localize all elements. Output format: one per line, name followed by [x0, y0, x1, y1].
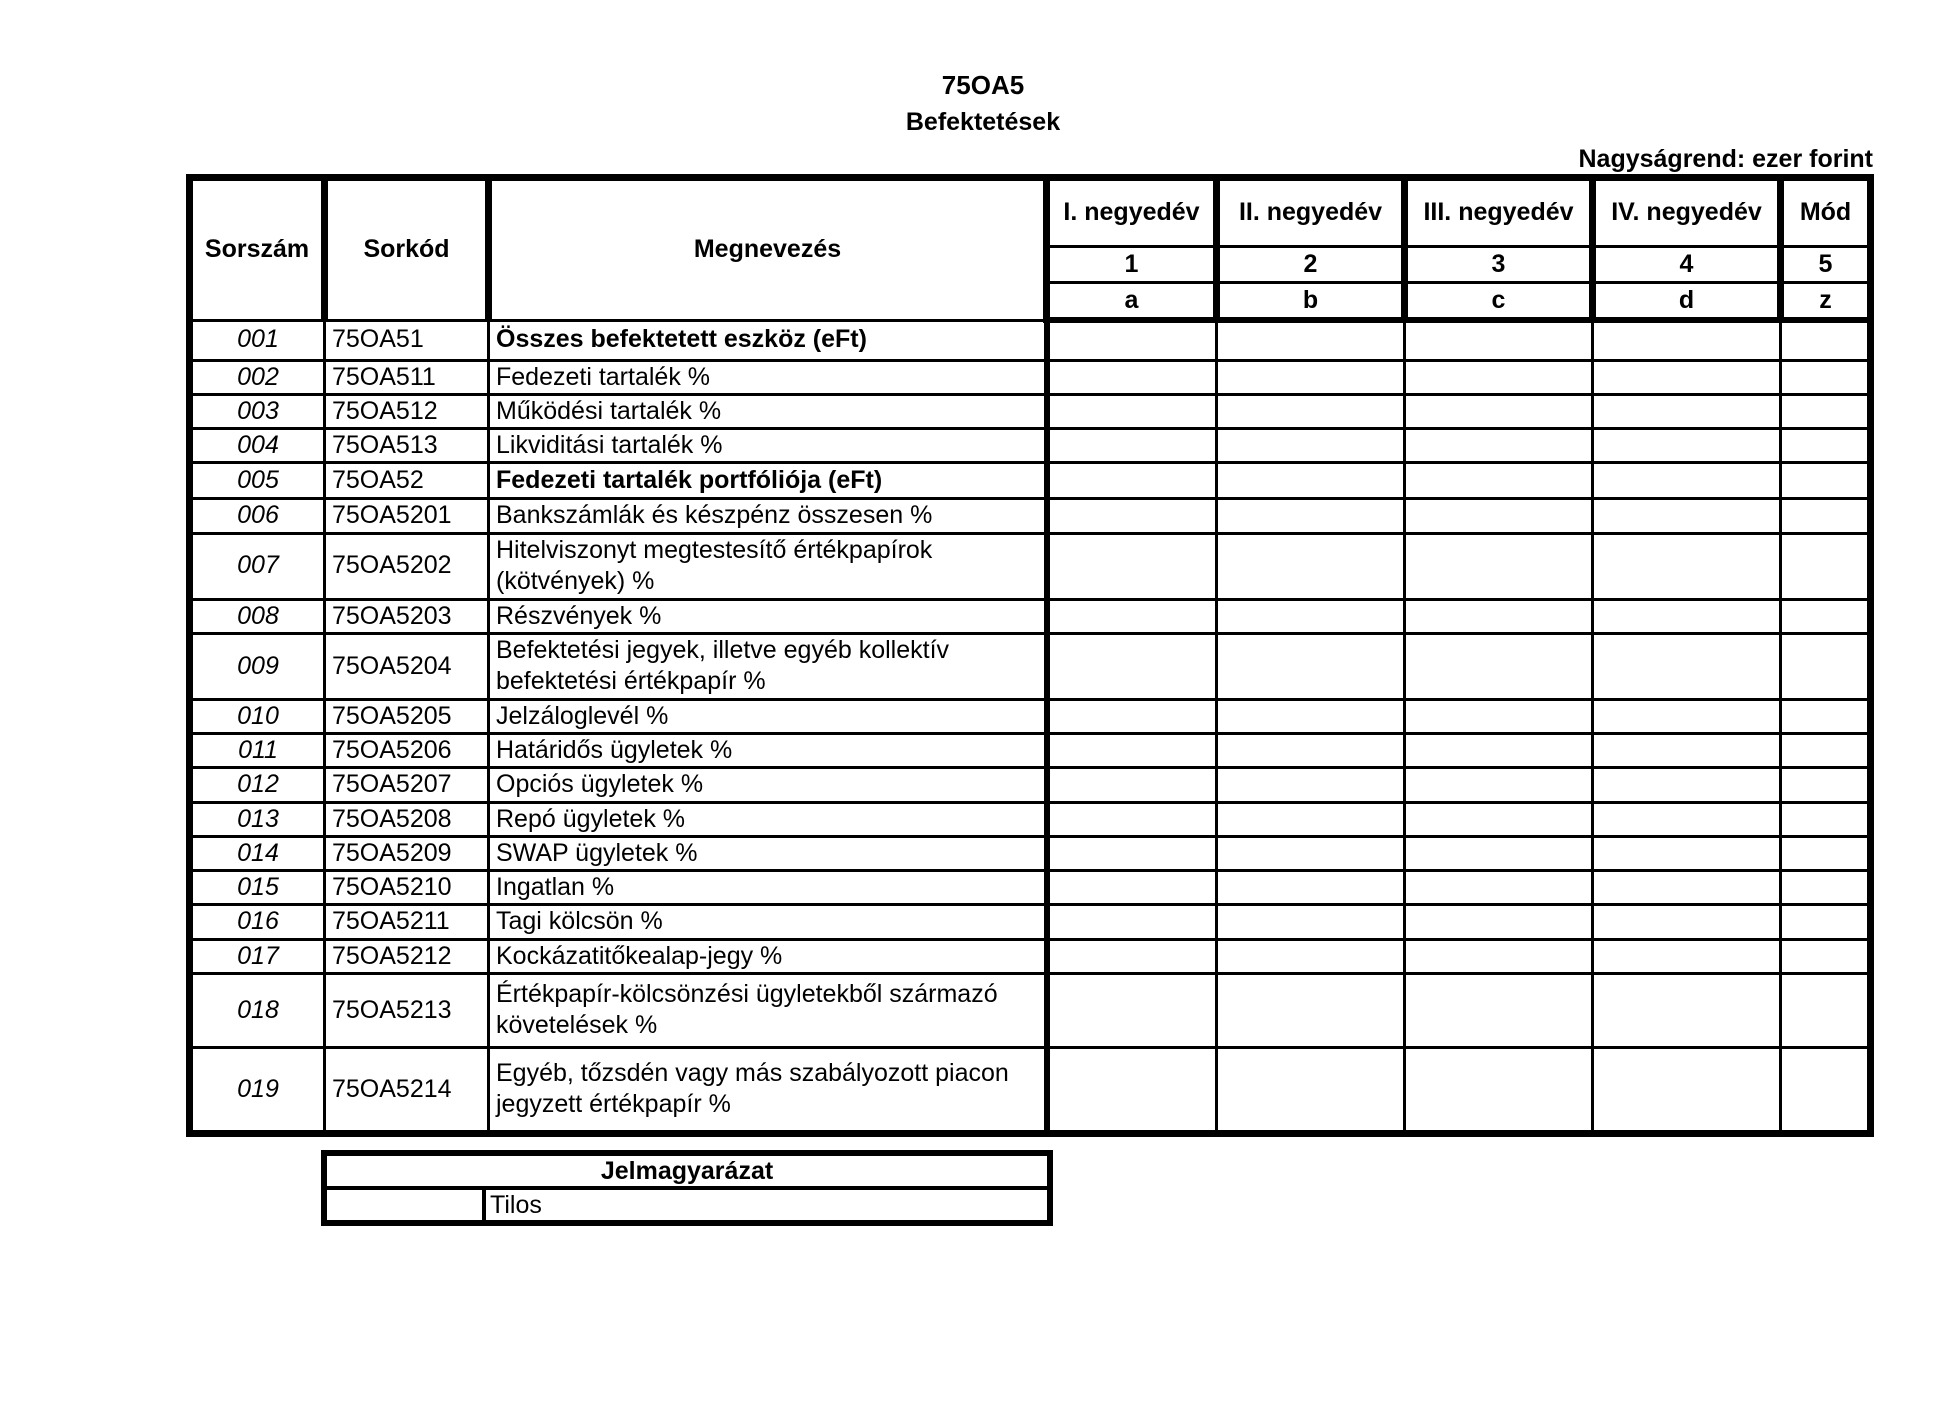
row-value-q2[interactable]: [1217, 905, 1405, 939]
row-seq: 014: [190, 836, 325, 870]
row-value-q3[interactable]: [1405, 699, 1593, 733]
row-code: 75OA513: [325, 429, 489, 463]
row-name: Kockázatitőkealap-jegy %: [489, 939, 1047, 973]
row-name: Összes befektetett eszköz (eFt): [489, 320, 1047, 360]
row-value-q1[interactable]: [1047, 463, 1217, 499]
legend-label: Tilos: [484, 1188, 1050, 1223]
table-row: [190, 394, 1871, 428]
row-value-mod[interactable]: [1781, 734, 1871, 768]
row-value-q1[interactable]: [1047, 973, 1217, 1047]
row-seq: 009: [190, 633, 325, 699]
row-code: 75OA5202: [325, 533, 489, 599]
row-code: 75OA5203: [325, 599, 489, 633]
row-value-q1[interactable]: [1047, 533, 1217, 599]
row-seq: 005: [190, 463, 325, 499]
column-letter-cell: c: [1405, 283, 1593, 321]
row-value-q2[interactable]: [1217, 394, 1405, 428]
row-value-q4[interactable]: [1593, 633, 1781, 699]
table-row: [190, 871, 1871, 905]
row-code: 75OA5207: [325, 768, 489, 802]
row-name: Hitelviszonyt megtestesítő értékpapírok (kötvények) %: [489, 533, 1047, 599]
row-value-mod[interactable]: [1781, 463, 1871, 499]
table-row: [190, 973, 1871, 1047]
row-name: Fedezeti tartalék %: [489, 360, 1047, 394]
row-name: Likviditási tartalék %: [489, 429, 1047, 463]
row-code: 75OA511: [325, 360, 489, 394]
row-value-q4[interactable]: [1593, 320, 1781, 360]
row-value-q4[interactable]: [1593, 699, 1781, 733]
row-value-mod[interactable]: [1781, 802, 1871, 836]
row-value-q1[interactable]: [1047, 802, 1217, 836]
row-code: 75OA5209: [325, 836, 489, 870]
table-row: [190, 734, 1871, 768]
table-row: [190, 633, 1871, 699]
row-value-mod[interactable]: [1781, 320, 1871, 360]
row-name: Működési tartalék %: [489, 394, 1047, 428]
row-name: Ingatlan %: [489, 871, 1047, 905]
row-value-q4[interactable]: [1593, 499, 1781, 533]
row-name: Fedezeti tartalék portfóliója (eFt): [489, 463, 1047, 499]
row-value-mod[interactable]: [1781, 499, 1871, 533]
row-seq: 018: [190, 973, 325, 1047]
row-code: 75OA5201: [325, 499, 489, 533]
row-name: Értékpapír-kölcsönzési ügyletekből származó követelések %: [489, 973, 1047, 1047]
row-code: 75OA51: [325, 320, 489, 360]
row-value-q3[interactable]: [1405, 1047, 1593, 1133]
row-value-q4[interactable]: [1593, 1047, 1781, 1133]
row-value-q1[interactable]: [1047, 905, 1217, 939]
row-seq: 017: [190, 939, 325, 973]
row-value-q2[interactable]: [1217, 499, 1405, 533]
row-value-q3[interactable]: [1405, 905, 1593, 939]
table-row: [190, 802, 1871, 836]
row-value-q1[interactable]: [1047, 734, 1217, 768]
row-value-q1[interactable]: [1047, 320, 1217, 360]
row-name: Tagi kölcsön %: [489, 905, 1047, 939]
row-name: Opciós ügyletek %: [489, 768, 1047, 802]
row-code: 75OA512: [325, 394, 489, 428]
row-seq: 004: [190, 429, 325, 463]
row-value-q2[interactable]: [1217, 836, 1405, 870]
row-code: 75OA5210: [325, 871, 489, 905]
column-letter-cell: z: [1781, 283, 1871, 321]
table-row: [190, 463, 1871, 499]
header-name: Megnevezés: [489, 178, 1047, 321]
row-value-q2[interactable]: [1217, 734, 1405, 768]
table-row: [190, 905, 1871, 939]
row-value-q3[interactable]: [1405, 836, 1593, 870]
row-name: Jelzáloglevél %: [489, 699, 1047, 733]
row-value-mod[interactable]: [1781, 973, 1871, 1047]
row-name: Részvények %: [489, 599, 1047, 633]
row-seq: 001: [190, 320, 325, 360]
row-value-mod[interactable]: [1781, 871, 1871, 905]
row-value-q3[interactable]: [1405, 463, 1593, 499]
row-name: Egyéb, tőzsdén vagy más szabályozott piacon jegyzett értékpapír %: [489, 1047, 1047, 1133]
row-value-q2[interactable]: [1217, 463, 1405, 499]
row-value-q3[interactable]: [1405, 871, 1593, 905]
row-value-q3[interactable]: [1405, 633, 1593, 699]
row-value-mod[interactable]: [1781, 599, 1871, 633]
row-value-q2[interactable]: [1217, 802, 1405, 836]
legend-title: Jelmagyarázat: [324, 1153, 1050, 1188]
table-row: [190, 1047, 1871, 1133]
row-value-mod[interactable]: [1781, 836, 1871, 870]
row-value-q2[interactable]: [1217, 973, 1405, 1047]
row-code: 75OA5204: [325, 633, 489, 699]
row-seq: 012: [190, 768, 325, 802]
row-seq: 016: [190, 905, 325, 939]
row-value-mod[interactable]: [1781, 633, 1871, 699]
row-seq: 010: [190, 699, 325, 733]
table-row: [190, 320, 1871, 360]
row-value-mod[interactable]: [1781, 394, 1871, 428]
row-value-q2[interactable]: [1217, 599, 1405, 633]
legend-swatch: [324, 1188, 484, 1223]
row-value-q3[interactable]: [1405, 734, 1593, 768]
header-q3: III. negyedév: [1405, 178, 1593, 247]
row-value-q4[interactable]: [1593, 463, 1781, 499]
row-value-q4[interactable]: [1593, 939, 1781, 973]
row-value-q1[interactable]: [1047, 599, 1217, 633]
row-value-q3[interactable]: [1405, 533, 1593, 599]
row-value-q4[interactable]: [1593, 734, 1781, 768]
row-value-q2[interactable]: [1217, 533, 1405, 599]
column-letter-cell: b: [1217, 283, 1405, 321]
legend-item: [324, 1188, 1050, 1223]
row-value-q3[interactable]: [1405, 429, 1593, 463]
form-code: 75OA5: [941, 70, 1025, 100]
column-letter-cell: d: [1593, 283, 1781, 321]
table-row: [190, 768, 1871, 802]
row-value-q2[interactable]: [1217, 360, 1405, 394]
column-number-cell: 1: [1047, 247, 1217, 283]
row-value-q2[interactable]: [1217, 871, 1405, 905]
row-value-q3[interactable]: [1405, 360, 1593, 394]
row-name: Repó ügyletek %: [489, 802, 1047, 836]
row-value-q3[interactable]: [1405, 939, 1593, 973]
row-value-mod[interactable]: [1781, 939, 1871, 973]
row-name: Bankszámlák és készpénz összesen %: [489, 499, 1047, 533]
table-row: [190, 699, 1871, 733]
row-seq: 008: [190, 599, 325, 633]
row-value-q1[interactable]: [1047, 768, 1217, 802]
header-q2: II. negyedév: [1217, 178, 1405, 247]
row-value-q3[interactable]: [1405, 768, 1593, 802]
row-value-q4[interactable]: [1593, 905, 1781, 939]
header-q4: IV. negyedév: [1593, 178, 1781, 247]
row-seq: 003: [190, 394, 325, 428]
row-value-mod[interactable]: [1781, 1047, 1871, 1133]
row-value-q4[interactable]: [1593, 394, 1781, 428]
row-value-q4[interactable]: [1593, 973, 1781, 1047]
row-value-q3[interactable]: [1405, 973, 1593, 1047]
row-value-q2[interactable]: [1217, 939, 1405, 973]
row-value-q1[interactable]: [1047, 394, 1217, 428]
row-value-q4[interactable]: [1593, 533, 1781, 599]
row-value-q2[interactable]: [1217, 768, 1405, 802]
table-row: [190, 836, 1871, 870]
row-seq: 006: [190, 499, 325, 533]
row-value-q3[interactable]: [1405, 499, 1593, 533]
row-value-q4[interactable]: [1593, 429, 1781, 463]
row-name: Határidős ügyletek %: [489, 734, 1047, 768]
row-value-q1[interactable]: [1047, 836, 1217, 870]
unit-note: Nagyságrend: ezer forint: [1578, 145, 1873, 173]
row-code: 75OA5206: [325, 734, 489, 768]
row-code: 75OA5205: [325, 699, 489, 733]
column-letter-cell: a: [1047, 283, 1217, 321]
row-value-q3[interactable]: [1405, 802, 1593, 836]
row-value-q4[interactable]: [1593, 802, 1781, 836]
row-value-q1[interactable]: [1047, 360, 1217, 394]
row-value-q3[interactable]: [1405, 394, 1593, 428]
row-value-q4[interactable]: [1593, 360, 1781, 394]
row-value-q1[interactable]: [1047, 871, 1217, 905]
row-value-mod[interactable]: [1781, 360, 1871, 394]
row-code: 75OA5213: [325, 973, 489, 1047]
row-value-q1[interactable]: [1047, 1047, 1217, 1133]
row-value-mod[interactable]: [1781, 768, 1871, 802]
table-row: [190, 429, 1871, 463]
column-number-cell: 5: [1781, 247, 1871, 283]
row-value-q1[interactable]: [1047, 429, 1217, 463]
row-value-q1[interactable]: [1047, 939, 1217, 973]
investments-table: [186, 174, 1874, 1137]
row-value-mod[interactable]: [1781, 429, 1871, 463]
row-seq: 015: [190, 871, 325, 905]
header-code: Sorkód: [325, 178, 489, 321]
row-value-q2[interactable]: [1217, 429, 1405, 463]
row-code: 75OA5208: [325, 802, 489, 836]
row-code: 75OA52: [325, 463, 489, 499]
row-value-q1[interactable]: [1047, 633, 1217, 699]
table-row: [190, 599, 1871, 633]
row-value-q4[interactable]: [1593, 768, 1781, 802]
table-row: [190, 360, 1871, 394]
row-value-q1[interactable]: [1047, 699, 1217, 733]
row-value-mod[interactable]: [1781, 699, 1871, 733]
row-value-q3[interactable]: [1405, 599, 1593, 633]
row-value-mod[interactable]: [1781, 905, 1871, 939]
table-row: [190, 533, 1871, 599]
row-value-q3[interactable]: [1405, 320, 1593, 360]
row-value-q1[interactable]: [1047, 499, 1217, 533]
row-value-q4[interactable]: [1593, 871, 1781, 905]
row-code: 75OA5211: [325, 905, 489, 939]
form-title: Befektetések: [905, 108, 1061, 136]
legend-table: [321, 1150, 1053, 1226]
row-value-q2[interactable]: [1217, 320, 1405, 360]
row-seq: 002: [190, 360, 325, 394]
row-seq: 019: [190, 1047, 325, 1133]
row-code: 75OA5212: [325, 939, 489, 973]
row-value-q4[interactable]: [1593, 836, 1781, 870]
column-number-cell: 4: [1593, 247, 1781, 283]
header-mod: Mód: [1781, 178, 1871, 247]
table-row: [190, 499, 1871, 533]
header-seq: Sorszám: [190, 178, 325, 321]
row-value-q4[interactable]: [1593, 599, 1781, 633]
row-value-q2[interactable]: [1217, 633, 1405, 699]
row-name: Befektetési jegyek, illetve egyéb kollektív befektetési értékpapír %: [489, 633, 1047, 699]
table-row: [190, 939, 1871, 973]
row-value-q2[interactable]: [1217, 1047, 1405, 1133]
row-seq: 011: [190, 734, 325, 768]
column-number-cell: 2: [1217, 247, 1405, 283]
row-seq: 013: [190, 802, 325, 836]
row-value-q2[interactable]: [1217, 699, 1405, 733]
header-q1: I. negyedév: [1047, 178, 1217, 247]
row-value-mod[interactable]: [1781, 533, 1871, 599]
column-number-cell: 3: [1405, 247, 1593, 283]
row-code: 75OA5214: [325, 1047, 489, 1133]
row-seq: 007: [190, 533, 325, 599]
row-name: SWAP ügyletek %: [489, 836, 1047, 870]
